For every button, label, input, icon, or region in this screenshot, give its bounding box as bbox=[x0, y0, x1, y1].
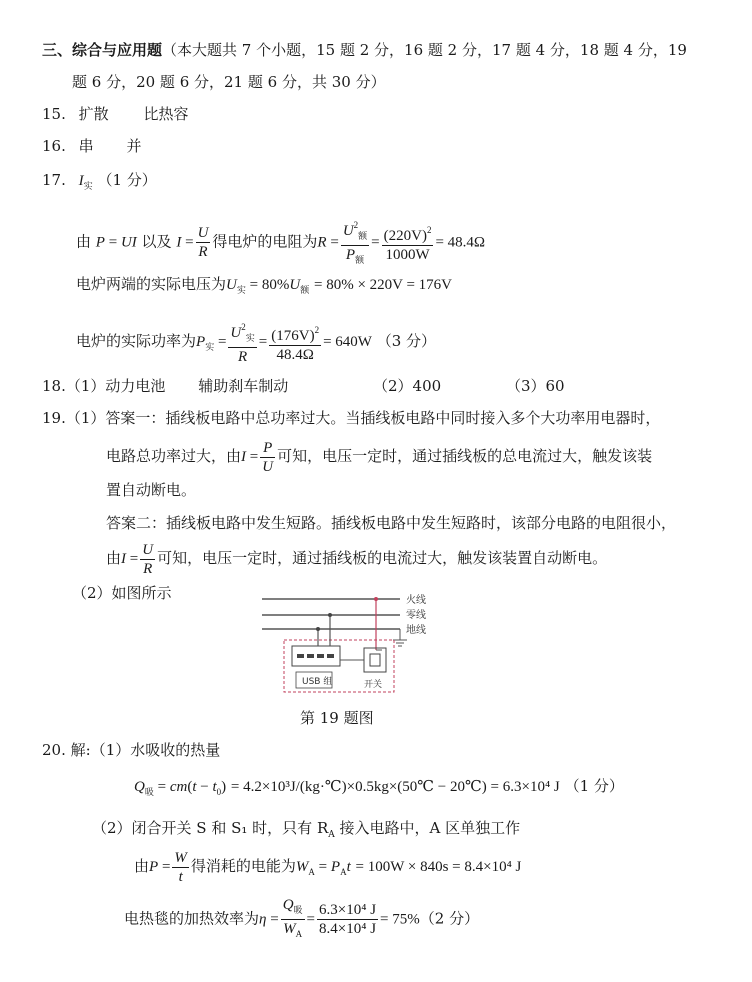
q17-l3-text: 电炉的实际功率为 bbox=[76, 332, 197, 350]
q18-p3: （3）60 bbox=[505, 377, 565, 395]
label-usb: USB 组 bbox=[302, 677, 333, 687]
q20-l3-result: = 75% bbox=[380, 911, 420, 928]
q20-l3-score: （2 分） bbox=[419, 909, 480, 928]
q17-l3-result: = 640W bbox=[323, 334, 372, 350]
label-neutral: 零线 bbox=[406, 610, 426, 621]
label-live: 火线 bbox=[406, 595, 426, 606]
q18-p2: （2）400 bbox=[372, 377, 442, 395]
q20-num: 20. bbox=[42, 741, 66, 759]
switch-box bbox=[364, 648, 386, 672]
q20-p2 bbox=[92, 818, 520, 845]
section-title: 三、综合与应用题 bbox=[42, 41, 163, 59]
frac-q-w: $\frac{Q_吸}{W_A}$ bbox=[282, 897, 303, 939]
frac-63-84 bbox=[317, 901, 378, 938]
q17-l1-mid1: 以及 bbox=[141, 232, 172, 251]
q19-a2-l1: 答案二：插线板电路中发生短路。插线板电路中发生短路时，该部分电路的电阻很小， bbox=[106, 514, 677, 532]
q19-a1-l2-pre: 电路总功率过大，由 bbox=[106, 447, 242, 465]
q19-a1-l1: （1）答案一：插线板电路中总功率过大。当插线板电路中同时接入多个大功率用电器时， bbox=[65, 409, 661, 427]
section-header bbox=[42, 40, 687, 60]
q17-l1-mid2: 得电炉的电阻为 bbox=[212, 232, 318, 251]
q19-a1-l3: 置自动断电。 bbox=[106, 481, 197, 499]
section-note-2: 题 6 分，20 题 6 分，21 题 6 分，共 30 分） bbox=[72, 73, 386, 91]
q19-a2-l2-post: 可知，电压一定时，通过插线板的电流过大，触发该装置自动断电。 bbox=[157, 549, 608, 567]
val-176: (176V) bbox=[271, 327, 315, 344]
sub-actual-3: 实 bbox=[245, 333, 255, 343]
circuit-diagram bbox=[256, 588, 446, 698]
sub-rated-1: 额 bbox=[358, 231, 368, 241]
q20-line1: $Q_吸 = cm(t - t_0)$ = 4.2×10³J/(kg·℃)×0.5kg×(50℃ − 20℃) = 6.3×10⁴ J （1 分） bbox=[134, 777, 624, 797]
q17-l3-score: （3 分） bbox=[376, 332, 437, 350]
q20-p2-sub: A bbox=[328, 830, 335, 840]
q20-l3-text: 电热毯的加热效率为 bbox=[124, 909, 260, 928]
q18-p1b: 辅助刹车制动 bbox=[198, 377, 289, 395]
frac-u2-r: $\frac{U^2_实}{R}$ bbox=[228, 318, 256, 366]
frac-p-u: $\frac{P}{U}$ bbox=[262, 439, 274, 475]
q16-num: 16. bbox=[42, 137, 66, 155]
q19-line5: 由I = $\frac{U}{R}$ 可知，电压一定时，通过插线板的电流过大，触发该装置自动断电。 bbox=[106, 541, 608, 577]
q20-l2-result: = 100W × 840s = 8.4×10⁴ J bbox=[355, 859, 522, 875]
q20-den-84: 8.4×10⁴ J bbox=[319, 921, 377, 937]
q17-l1-result: = 48.4Ω bbox=[435, 234, 486, 251]
q17-line2: 电炉两端的实际电压为$U_实 = 80\%U_额 = 80\% \times 220V = 176V$ bbox=[76, 275, 453, 295]
sub-actual-1: 实 bbox=[236, 285, 246, 295]
q15-a1: 扩散 bbox=[78, 105, 109, 123]
q20-q-sub: 吸 bbox=[144, 787, 154, 797]
q20-line3: 电热毯的加热效率为η = $\frac{Q_吸}{W_A}$ = $\frac{\text{6.3×10⁴ J}}{\text{8.4×10⁴ J}}$ = 75%（2 分） bbox=[124, 896, 479, 943]
q18-p1: （1）动力电池 bbox=[65, 377, 166, 395]
q20-p2-tail: 接入电路中，A 区单独工作 bbox=[339, 819, 521, 837]
q20-intro-line bbox=[42, 740, 220, 760]
frac-u-r-2: $\frac{U}{R}$ bbox=[142, 541, 154, 577]
q16-a2: 并 bbox=[126, 137, 142, 155]
q19-line2: 电路总功率过大，由I = $\frac{P}{U}$ 可知，电压一定时，通过插线板的总电流过大，触发该装 bbox=[106, 439, 653, 475]
q17-num: 17. bbox=[42, 171, 66, 189]
frac-u-r: $\frac{U}{R}$ bbox=[197, 225, 209, 260]
q17-l1-prefix: 由 bbox=[76, 232, 92, 251]
q15 bbox=[42, 104, 188, 124]
q20-l2-mid: 得消耗的电能为 bbox=[190, 857, 296, 875]
q15-a2: 比热容 bbox=[143, 105, 189, 123]
q17-answer-sub: 实 bbox=[83, 182, 93, 192]
q19-a2-l2-pre: 由 bbox=[106, 549, 122, 567]
q20-line1-body: = 4.2×10³J/(kg·℃)×0.5kg×(50℃ − 20℃) = 6.3×10⁴ J bbox=[230, 779, 560, 795]
q16-a1: 串 bbox=[78, 137, 94, 155]
q17-l2-result: = 80% × 220V = 176V bbox=[313, 277, 453, 293]
frac-176-484: $\frac{(176V)^2}{48.4\Omega}$ bbox=[269, 321, 321, 364]
q17-line3: 电炉的实际功率为$P_实$ = $\frac{U^2_实}{R}$ = $\frac{(176V)^2}{48.4\Omega}$ = 640W （3 分） bbox=[76, 318, 436, 367]
section-note-1: （本大题共 7 个小题，15 题 2 分，16 题 2 分，17 题 4 分，18 题 4 分，19 bbox=[162, 41, 687, 59]
q17-pct: 80% bbox=[261, 277, 290, 293]
q17-score: （1 分） bbox=[97, 171, 157, 189]
q20-num-63: 6.3×10⁴ J bbox=[319, 902, 377, 918]
sub-rated-3: 额 bbox=[300, 285, 310, 295]
q20-p2-line: （2）闭合开关 S 和 S₁ 时，只有 R bbox=[92, 819, 329, 837]
q20-q-sub-2: 吸 bbox=[293, 905, 303, 915]
label-ground: 地线 bbox=[406, 625, 426, 636]
frac-w-t: $\frac{W}{t}$ bbox=[174, 849, 187, 885]
q19-p2: （2）如图所示 bbox=[72, 584, 172, 602]
q17-l2-text: 电炉两端的实际电压为 bbox=[76, 275, 227, 293]
sub-rated-2: 额 bbox=[355, 255, 365, 265]
q17-line1: 由 P = UI 以及 I = $\frac{U}{R}$ 得电炉的电阻为R = $\frac{U^2_额}{P_额}$ = $\frac{(220V)^2}{1000W}$ = 48.4Ω bbox=[76, 216, 485, 269]
q17-answer: I bbox=[78, 173, 84, 189]
q20-intro: 解:（1）水吸收的热量 bbox=[70, 741, 221, 759]
val-484: 48.4Ω bbox=[276, 346, 314, 363]
q16 bbox=[42, 136, 141, 156]
val-220: (220V) bbox=[383, 228, 427, 244]
q20-line2: 由P = $\frac{W}{t}$ 得消耗的电能为$W_A = P_At = 100W \times 840s = 8.4\times 10^4$ J bbox=[134, 849, 522, 885]
q15-num: 15. bbox=[42, 105, 66, 123]
q18 bbox=[42, 376, 565, 396]
label-switch: 开关 bbox=[364, 680, 383, 690]
q19-a1-l2-post: 可知，电压一定时，通过插线板的总电流过大，触发该装 bbox=[277, 447, 653, 465]
q19-caption: 第 19 题图 bbox=[300, 709, 374, 727]
q18-num: 18. bbox=[42, 377, 66, 395]
q20-l2-prefix: 由 bbox=[134, 857, 150, 875]
q20-line1-score: （1 分） bbox=[564, 777, 624, 795]
frac-220-1000: $\frac{(220V)^2}{1000W}$ bbox=[382, 221, 434, 264]
q19-line1 bbox=[42, 408, 660, 428]
q17 bbox=[42, 170, 157, 197]
val-1000: 1000W bbox=[385, 247, 430, 263]
frac-u2-p: $\frac{U^2_额}{P_额}$ bbox=[341, 216, 369, 269]
q19-num: 19. bbox=[42, 409, 66, 427]
sub-actual-2: 实 bbox=[205, 342, 215, 352]
